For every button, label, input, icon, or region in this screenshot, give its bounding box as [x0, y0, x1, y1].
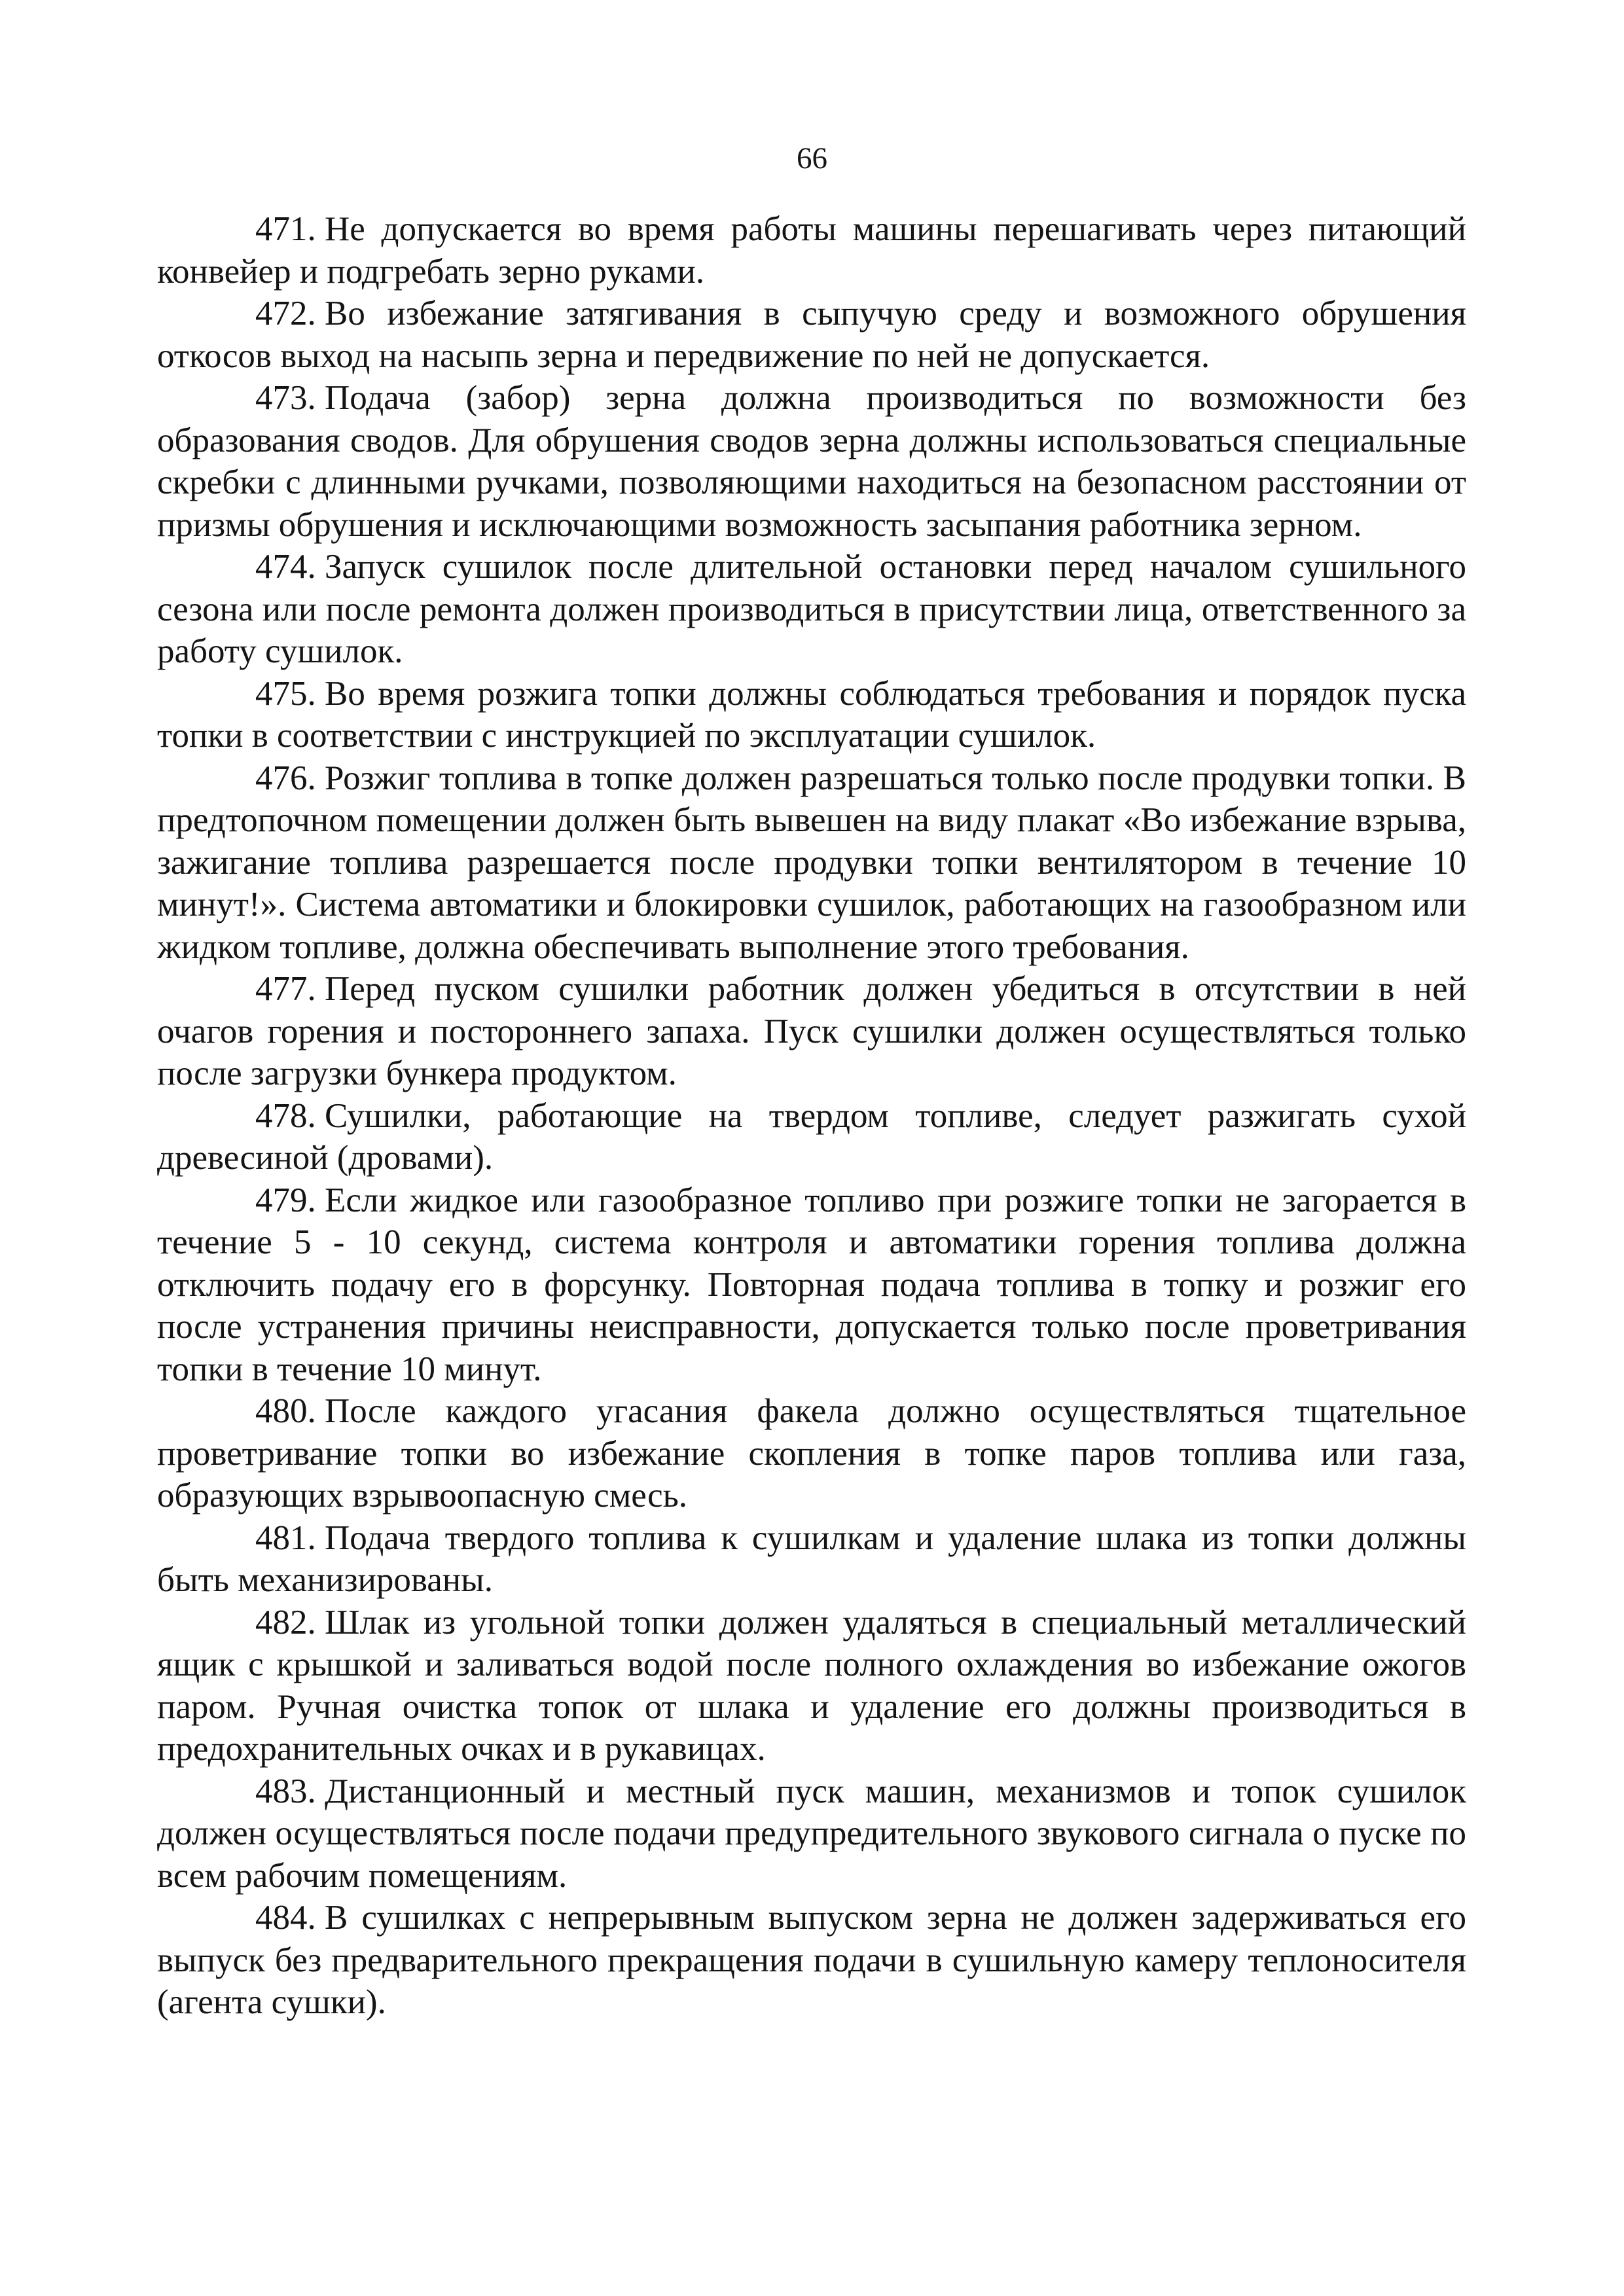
paragraph-text: Запуск сушилок после длительной остановки перед началом сушильного сезона или после ремонта должен производиться в присутствии лица, ответственного за работу сушилок. [157, 548, 1466, 670]
paragraph-number: 474. [255, 548, 316, 586]
paragraph-text: Во избежание затягивания в сыпучую среду и возможного обрушения откосов выход на насыпь зерна и передвижение по ней не допускается. [157, 295, 1466, 375]
paragraph-478 [157, 1095, 1466, 1179]
paragraph-number: 481. [255, 1518, 316, 1557]
paragraph-483 [157, 1770, 1466, 1897]
paragraph-number: 473. [255, 379, 316, 417]
paragraph-number: 483. [255, 1772, 316, 1810]
paragraph-text: Не допускается во время работы машины перешагивать через питающий конвейер и подгребать зерно руками. [157, 210, 1466, 291]
paragraph-475 [157, 673, 1466, 757]
paragraph-472 [157, 293, 1466, 377]
paragraph-484 [157, 1897, 1466, 2024]
paragraph-number: 477. [255, 970, 316, 1008]
paragraph-text: Если жидкое или газообразное топливо при розжиге топки не загорается в течение 5 - 10 секунд, система контроля и автоматики горения топлива должна отключить подачу его в форсунку. Повторная подача топлива в топку и розжиг его после устранения причины неисправности, допускается только после проветривания топки в течение 10 минут. [157, 1181, 1466, 1388]
paragraph-number: 471. [255, 210, 316, 248]
paragraph-text: Перед пуском сушилки работник должен убедиться в отсутствии в ней очагов горения и постороннего запаха. Пуск сушилки должен осуществляться только после загрузки бункера продуктом. [157, 970, 1466, 1092]
paragraph-text: Сушилки, работающие на твердом топливе, следует разжигать сухой древесиной (дровами). [157, 1096, 1466, 1177]
paragraph-text: Розжиг топлива в топке должен разрешаться только после продувки топки. В предтопочном помещении должен быть вывешен на виду плакат «Во избежание взрыва, зажигание топлива разрешается после продувки топки вентилятором в течение 10 минут!». Система автоматики и блокировки сушилок, работающих на газообразном или жидком топливе, должна обеспечивать выполнение этого требования. [157, 759, 1466, 966]
paragraph-text: В сушилках с непрерывным выпуском зерна не должен задерживаться его выпуск без предварительного прекращения подачи в сушильную камеру теплоносителя (агента сушки). [157, 1899, 1466, 2021]
paragraph-text: Подача (забор) зерна должна производиться по возможности без образования сводов. Для обрушения сводов зерна должны использоваться специальные скребки с длинными ручками, позволяющими находиться на безопасном расстоянии от призмы обрушения и исключающими возможность засыпания работника зерном. [157, 379, 1466, 544]
paragraph-number: 482. [255, 1603, 316, 1641]
paragraph-477 [157, 968, 1466, 1095]
paragraph-471 [157, 208, 1466, 293]
paragraph-476 [157, 757, 1466, 969]
paragraph-text: Дистанционный и местный пуск машин, механизмов и топок сушилок должен осуществляться после подачи предупредительного звукового сигнала о пуске по всем рабочим помещениям. [157, 1772, 1466, 1895]
paragraph-text: Шлак из угольной топки должен удаляться в специальный металлический ящик с крышкой и заливаться водой после полного охлаждения во избежание ожогов паром. Ручная очистка топок от шлака и удаление его должны производиться в предохранительных очках и в рукавицах. [157, 1603, 1466, 1768]
paragraph-474 [157, 546, 1466, 673]
document-body [157, 208, 1466, 2024]
paragraph-number: 480. [255, 1392, 316, 1430]
paragraph-480 [157, 1390, 1466, 1517]
paragraph-number: 472. [255, 295, 316, 332]
page-number: 66 [797, 141, 827, 175]
paragraph-text: Во время розжига топки должны соблюдаться требования и порядок пуска топки в соответствии с инструкцией по эксплуатации сушилок. [157, 674, 1466, 755]
paragraph-481 [157, 1517, 1466, 1602]
paragraph-text: После каждого угасания факела должно осуществляться тщательное проветривание топки во избежание скопления в топке паров топлива или газа, образующих взрывоопасную смесь. [157, 1392, 1466, 1515]
paragraph-number: 476. [255, 759, 316, 797]
paragraph-number: 478. [255, 1096, 316, 1135]
paragraph-text: Подача твердого топлива к сушилкам и удаление шлака из топки должны быть механизированы. [157, 1518, 1466, 1599]
paragraph-473 [157, 377, 1466, 546]
paragraph-number: 484. [255, 1899, 316, 1937]
paragraph-number: 479. [255, 1181, 316, 1219]
paragraph-number: 475. [255, 674, 316, 713]
paragraph-482 [157, 1602, 1466, 1770]
paragraph-479 [157, 1179, 1466, 1391]
